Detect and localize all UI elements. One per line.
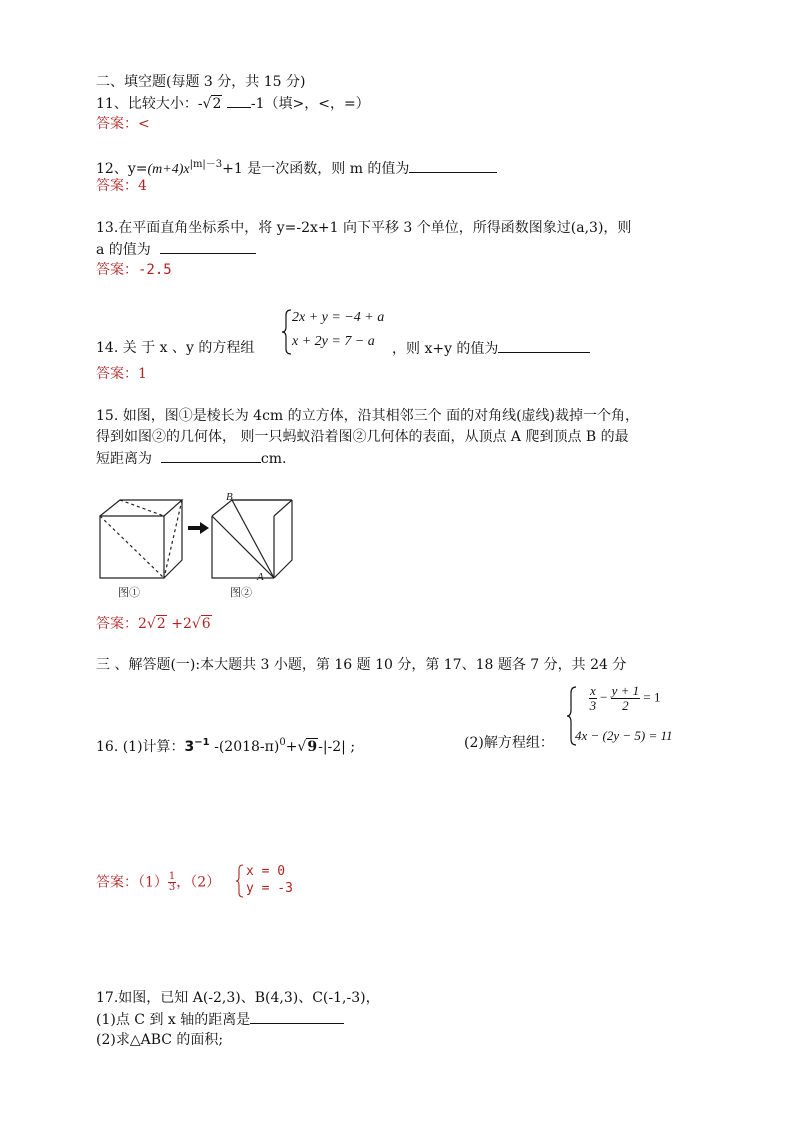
q16-base: 3 <box>184 739 195 755</box>
answer-label: 答案： <box>96 874 138 891</box>
q17-blank[interactable] <box>250 1009 344 1024</box>
q13-answer <box>96 260 172 280</box>
q11-mid: -1（填>，<，=） <box>250 96 370 112</box>
question-17-line3: (2)求△ABC 的面积; <box>96 1032 224 1048</box>
q11-prefix: 11、比较大小：- <box>96 96 203 112</box>
question-13-line1: 13.在平面直角坐标系中，将 y=-2x+1 向下平移 3 个单位，所得函数图象过(a,3)，则 <box>96 220 632 236</box>
q16-part1-mid: -(2018-π) <box>209 739 280 755</box>
q13-line2-text: a 的值为 <box>96 242 151 258</box>
question-16-part2: (2)解方程组： <box>464 735 554 751</box>
q12-suffix: +1 是一次函数，则 m 的值为 <box>222 161 410 177</box>
q15-line3-prefix: 短距离为 <box>96 451 152 467</box>
answer-sqrt-2: √6 <box>191 616 211 632</box>
question-11 <box>96 93 370 114</box>
q15-point-a: A <box>257 571 264 583</box>
question-17-line1: 17.如图，已知 A(-2,3)、B(4,3)、C(-1,-3)， <box>96 990 380 1006</box>
q11-sqrt: √2 <box>202 96 222 112</box>
question-13-line2 <box>96 239 256 260</box>
q15-figure-1-label: 图① <box>118 587 140 599</box>
answer-plus: +2 <box>166 616 192 632</box>
answer-y: y = -3 <box>246 881 293 896</box>
q12-blank[interactable] <box>409 158 497 173</box>
answer-coef: 2 <box>138 616 147 632</box>
q15-answer <box>96 614 212 634</box>
q14-equation-1: 2x + y = −4 + a <box>292 310 385 325</box>
arrow-right-icon <box>188 522 209 534</box>
q12-answer <box>96 176 147 196</box>
q15-figure-svg <box>96 488 306 600</box>
q16-zero-exp: 0 <box>279 737 286 748</box>
question-16 <box>96 733 355 757</box>
q16-answer <box>96 872 220 893</box>
q16-sqrt: √9 <box>297 739 318 755</box>
question-12 <box>96 155 497 180</box>
q12-prefix: 12、y= <box>96 161 148 177</box>
section-heading-fill-in: 二、填空题(每题 3 分，共 15 分) <box>96 74 306 90</box>
q16-plus: + <box>285 739 298 755</box>
q11-answer <box>96 114 150 134</box>
q15-unit: cm. <box>260 451 287 467</box>
q14-system-brace <box>282 309 292 359</box>
section-heading-solutions: 三 、解答题(一):本大题共 3 小题，第 16 题 10 分，第 17、18 题各 7 分，共 24 分 <box>96 657 627 673</box>
answer-part1: （1） <box>138 874 168 891</box>
answer-value: < <box>138 116 150 132</box>
q14-answer <box>96 364 147 384</box>
answer-x: x = 0 <box>246 864 286 879</box>
q15-figure <box>96 488 306 604</box>
answer-label: 答案： <box>96 616 138 632</box>
q16-system-eq2: 4x − (2y − 5) = 11 <box>575 728 673 743</box>
answer-value: -2.5 <box>138 262 172 278</box>
cube-figure-1 <box>100 500 182 578</box>
answer-label: 答案： <box>96 262 138 278</box>
q11-blank[interactable] <box>227 93 251 108</box>
q15-figure-2-label: 图② <box>230 587 252 599</box>
answer-value: 1 <box>138 366 147 382</box>
q16-part1-tail: -|-2| ; <box>318 739 356 755</box>
q12-var: x <box>183 162 190 177</box>
q16-exp: −1 <box>194 737 210 748</box>
q16-system <box>567 684 697 748</box>
q14-suffix: ，则 x+y 的值为 <box>392 341 499 357</box>
question-14-tail <box>392 338 590 359</box>
q17-line2-text: (1)点 C 到 x 轴的距离是 <box>96 1012 251 1028</box>
question-17-line2 <box>96 1009 344 1030</box>
question-15-line3 <box>96 448 286 469</box>
q14-prefix: 14. 关 于 x 、y 的方程组 <box>96 340 255 356</box>
question-14 <box>96 338 254 358</box>
q15-blank[interactable] <box>161 448 261 463</box>
answer-label: 答案： <box>96 116 138 132</box>
q16-part1-prefix: 16. (1)计算： <box>96 739 185 755</box>
q14-equation-2: x + 2y = 7 − a <box>292 334 375 349</box>
answer-part2: ，（2） <box>176 874 221 891</box>
q12-paren: (m+4) <box>147 162 184 177</box>
q12-exponent: |m|－3 <box>189 159 223 170</box>
answer-fraction: $\frac{1}{3}$ <box>168 871 176 893</box>
answer-label: 答案： <box>96 178 138 194</box>
cube-figure-2 <box>212 500 292 578</box>
q15-point-b: B <box>226 491 233 503</box>
q16-system-eq1: $\frac{x}{3}$ − $\frac{y + 1}{2}$ = 1 <box>589 683 661 713</box>
answer-label: 答案： <box>96 366 138 382</box>
question-15-line2: 得到如图②的几何体， 则一只蚂蚁沿着图②几何体的表面，从顶点 A 爬到顶点 B 的最 <box>96 429 629 445</box>
answer-sqrt-1: √2 <box>146 616 166 632</box>
question-15-line1: 15. 如图，图①是棱长为 4cm 的立方体，沿其相邻三个 面的对角线(虚线)裁掉一个角， <box>96 408 640 424</box>
q14-blank[interactable] <box>498 338 590 353</box>
q13-blank[interactable] <box>160 239 256 254</box>
answer-value: 4 <box>138 178 147 194</box>
